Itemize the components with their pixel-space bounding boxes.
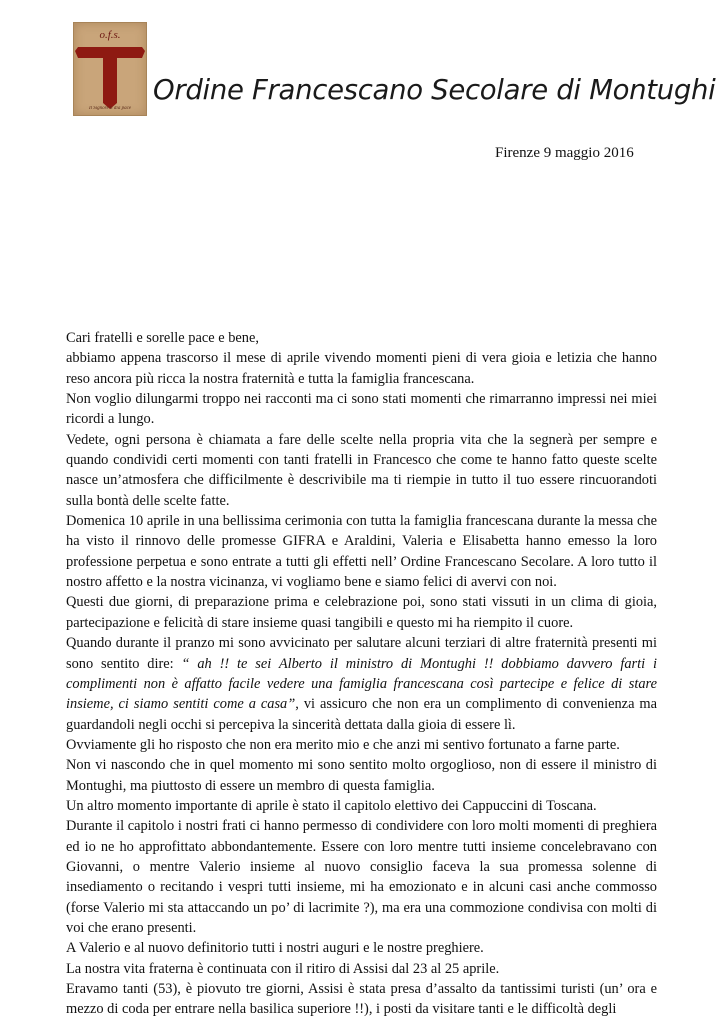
paragraph: Eravamo tanti (53), è piovuto tre giorni, Assisi è stata presa d’assalto da tantissimi turisti (un’ ora e mezzo di coda per entrare nella basilica superiore !!), i posti da visitare tanti e le difficoltà degli (66, 981, 657, 1018)
paragraph: Non voglio dilungarmi troppo nei racconti ma ci sono stati momenti che rimarranno impressi nei miei ricordi a lungo. (66, 391, 657, 428)
letter-date: Firenze 9 maggio 2016 (495, 145, 634, 161)
paragraph: abbiamo appena trascorso il mese di aprile vivendo momenti pieni di vera gioia e letizia che hanno reso ancora più ricca la nostra fraternità e tutta la famiglia francescana. (66, 350, 657, 387)
logo-ofs-text: o.f.s. (99, 29, 121, 41)
paragraph: Domenica 10 aprile in una bellissima cerimonia con tutta la famiglia francescana durante la messa che ha visto il rinnovo delle promesse GIFRA e Araldini, Valeria e Elisabetta hanno emesso la loro professione perpetua e sono entrate a tutti gli effetti nell’ Ordine Francescano Secolare. A loro tutto il nostro affetto e la nostra vicinanza, vi vogliamo bene e siamo felici di avervi con noi. (66, 513, 657, 591)
paragraph: Ovviamente gli ho risposto che non era merito mio e che anzi mi sentivo fortunato a farne parte. (66, 736, 620, 753)
paragraph: La nostra vita fraterna è continuata con il ritiro di Assisi dal 23 al 25 aprile. (66, 960, 500, 977)
organization-title: Ordine Francescano Secolare di Montughi (153, 74, 716, 106)
paragraph: Durante il capitolo i nostri frati ci hanno permesso di condividere con loro molti momenti di preghiera ed io ne ho approfittato abbondantemente. Essere con loro mentre tutti insieme concelebravano con Giovanni, o mentre Valerio insieme al nuovo consiglio faceva la sua promessa solenne di insediamento o recitando i vespri tutti insieme, mi ha emozionato e in alcuni casi anche commosso (forse Valerio mi sta attaccando un po’ di lacrimite ?), ma era una commozione condivisa con molti di voi che erano presenti. (66, 818, 657, 936)
paragraph: Non vi nascondo che in quel momento mi sono sentito molto orgoglioso, non di essere il ministro di Montughi, ma piuttosto di essere un membro di questa famiglia. (66, 757, 657, 794)
paragraph-text: Quando durante il pranzo mi sono avvicinato per salutare alcuni terziari di altre fraternità presenti mi sono sentito dire: (66, 635, 657, 672)
letter-body (66, 328, 657, 1020)
greeting: Cari fratelli e sorelle pace e bene, (66, 330, 259, 346)
paragraph: Questi due giorni, di preparazione prima e celebrazione poi, sono stati vissuti in un clima di gioia, partecipazione e felicità di stare insieme quasi tangibili e questo mi ha riempito il cuore. (66, 594, 657, 631)
paragraph-text: , vi assicuro che non era un complimento di convenienza ma guardandoli negli occhi si percepiva la sincerità dettata dalla gioia di essere lì. (66, 696, 658, 733)
paragraph: Vedete, ogni persona è chiamata a fare delle scelte nella propria vita che la segnerà per sempre e quando condividi certi momenti con tanti fratelli in Francesco che come te hanno fatto queste scelte nasce un’atmosfera che difficilmente è descrivibile ma ti riempie in tutto il tuo essere rincuorandoti sulla bontà delle scelte fatte. (66, 431, 657, 509)
quoted-text: “ ah !! te sei Alberto il ministro di Montughi !! dobbiamo davvero farti i complimenti non è affatto facile vedere una famiglia francescana così partecipe e felice di stare insieme, ci siamo sentiti come a casa” (66, 655, 657, 713)
logo-motto: Il Signore ti dia pace (88, 106, 132, 111)
paragraph-with-quote (66, 633, 657, 735)
ofs-logo (73, 22, 147, 116)
paragraph: A Valerio e al nuovo definitorio tutti i nostri auguri e le nostre preghiere. (66, 940, 484, 957)
paragraph: Un altro momento importante di aprile è stato il capitolo elettivo dei Cappuccini di Toscana. (66, 797, 597, 814)
